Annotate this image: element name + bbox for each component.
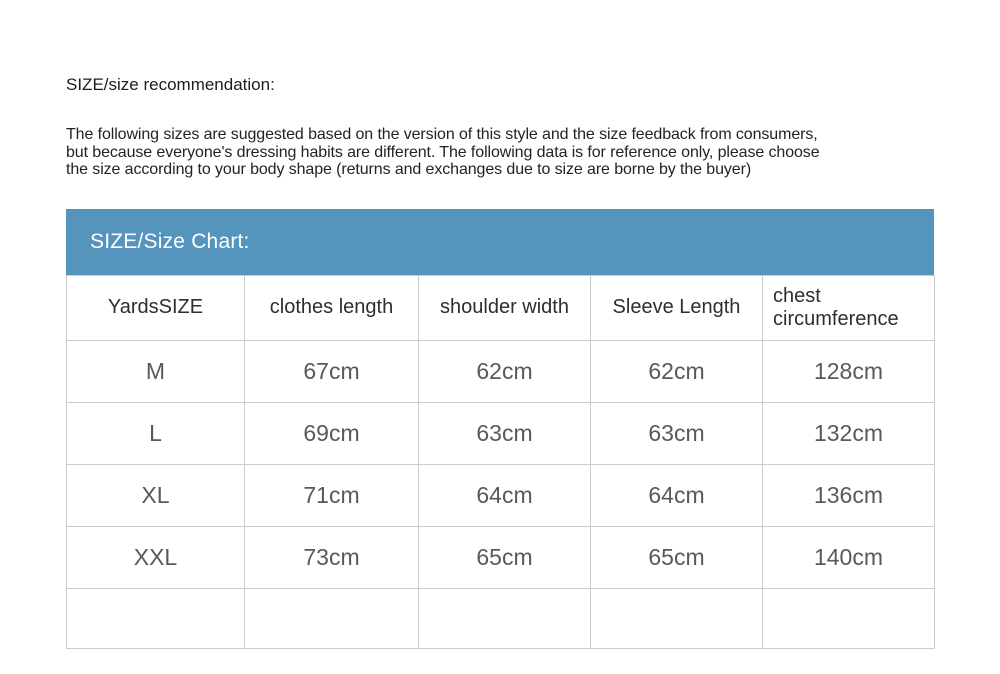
size-table-body (67, 340, 935, 648)
col-header-clothes-length: clothes length (245, 275, 419, 340)
cell-chest-circumference (763, 588, 935, 648)
cell-shoulder-width: 65cm (419, 526, 591, 588)
table-row (67, 588, 935, 648)
cell-sleeve-length: 62cm (591, 340, 763, 402)
cell-shoulder-width: 62cm (419, 340, 591, 402)
col-header-yards-size: YardsSIZE (67, 275, 245, 340)
cell-clothes-length: 73cm (245, 526, 419, 588)
intro-line: The following sizes are suggested based on the version of this style and the size feedback from consumers, (66, 126, 818, 143)
table-row (67, 464, 935, 526)
cell-shoulder-width: 63cm (419, 402, 591, 464)
size-chart-title-bar (66, 209, 934, 275)
cell-chest-circumference: 136cm (763, 464, 935, 526)
intro-line: the size according to your body shape (returns and exchanges due to size are borne by the buyer) (66, 161, 752, 178)
col-header-sleeve-length: Sleeve Length (591, 275, 763, 340)
cell-sleeve-length: 64cm (591, 464, 763, 526)
content-column (66, 0, 934, 649)
cell-yards-size (67, 588, 245, 648)
intro-paragraph (66, 126, 934, 179)
size-chart-title: SIZE/Size Chart: (90, 229, 250, 253)
cell-clothes-length (245, 588, 419, 648)
size-table (66, 275, 935, 649)
cell-sleeve-length: 65cm (591, 526, 763, 588)
cell-chest-circumference: 140cm (763, 526, 935, 588)
cell-clothes-length: 69cm (245, 402, 419, 464)
cell-clothes-length: 71cm (245, 464, 419, 526)
cell-yards-size: XL (67, 464, 245, 526)
cell-yards-size: XXL (67, 526, 245, 588)
col-header-chest-circumference: chest circumference (763, 275, 935, 340)
table-header-row (67, 275, 935, 340)
cell-chest-circumference: 132cm (763, 402, 935, 464)
cell-sleeve-length: 63cm (591, 402, 763, 464)
cell-clothes-length: 67cm (245, 340, 419, 402)
cell-shoulder-width: 64cm (419, 464, 591, 526)
page-heading: SIZE/size recommendation: (66, 75, 275, 94)
intro-line: but because everyone's dressing habits are different. The following data is for reference only, please choose (66, 143, 820, 161)
cell-yards-size: L (67, 402, 245, 464)
table-row (67, 526, 935, 588)
cell-chest-circumference: 128cm (763, 340, 935, 402)
table-row (67, 402, 935, 464)
table-row (67, 340, 935, 402)
cell-shoulder-width (419, 588, 591, 648)
cell-yards-size: M (67, 340, 245, 402)
col-header-shoulder-width: shoulder width (419, 275, 591, 340)
cell-sleeve-length (591, 588, 763, 648)
